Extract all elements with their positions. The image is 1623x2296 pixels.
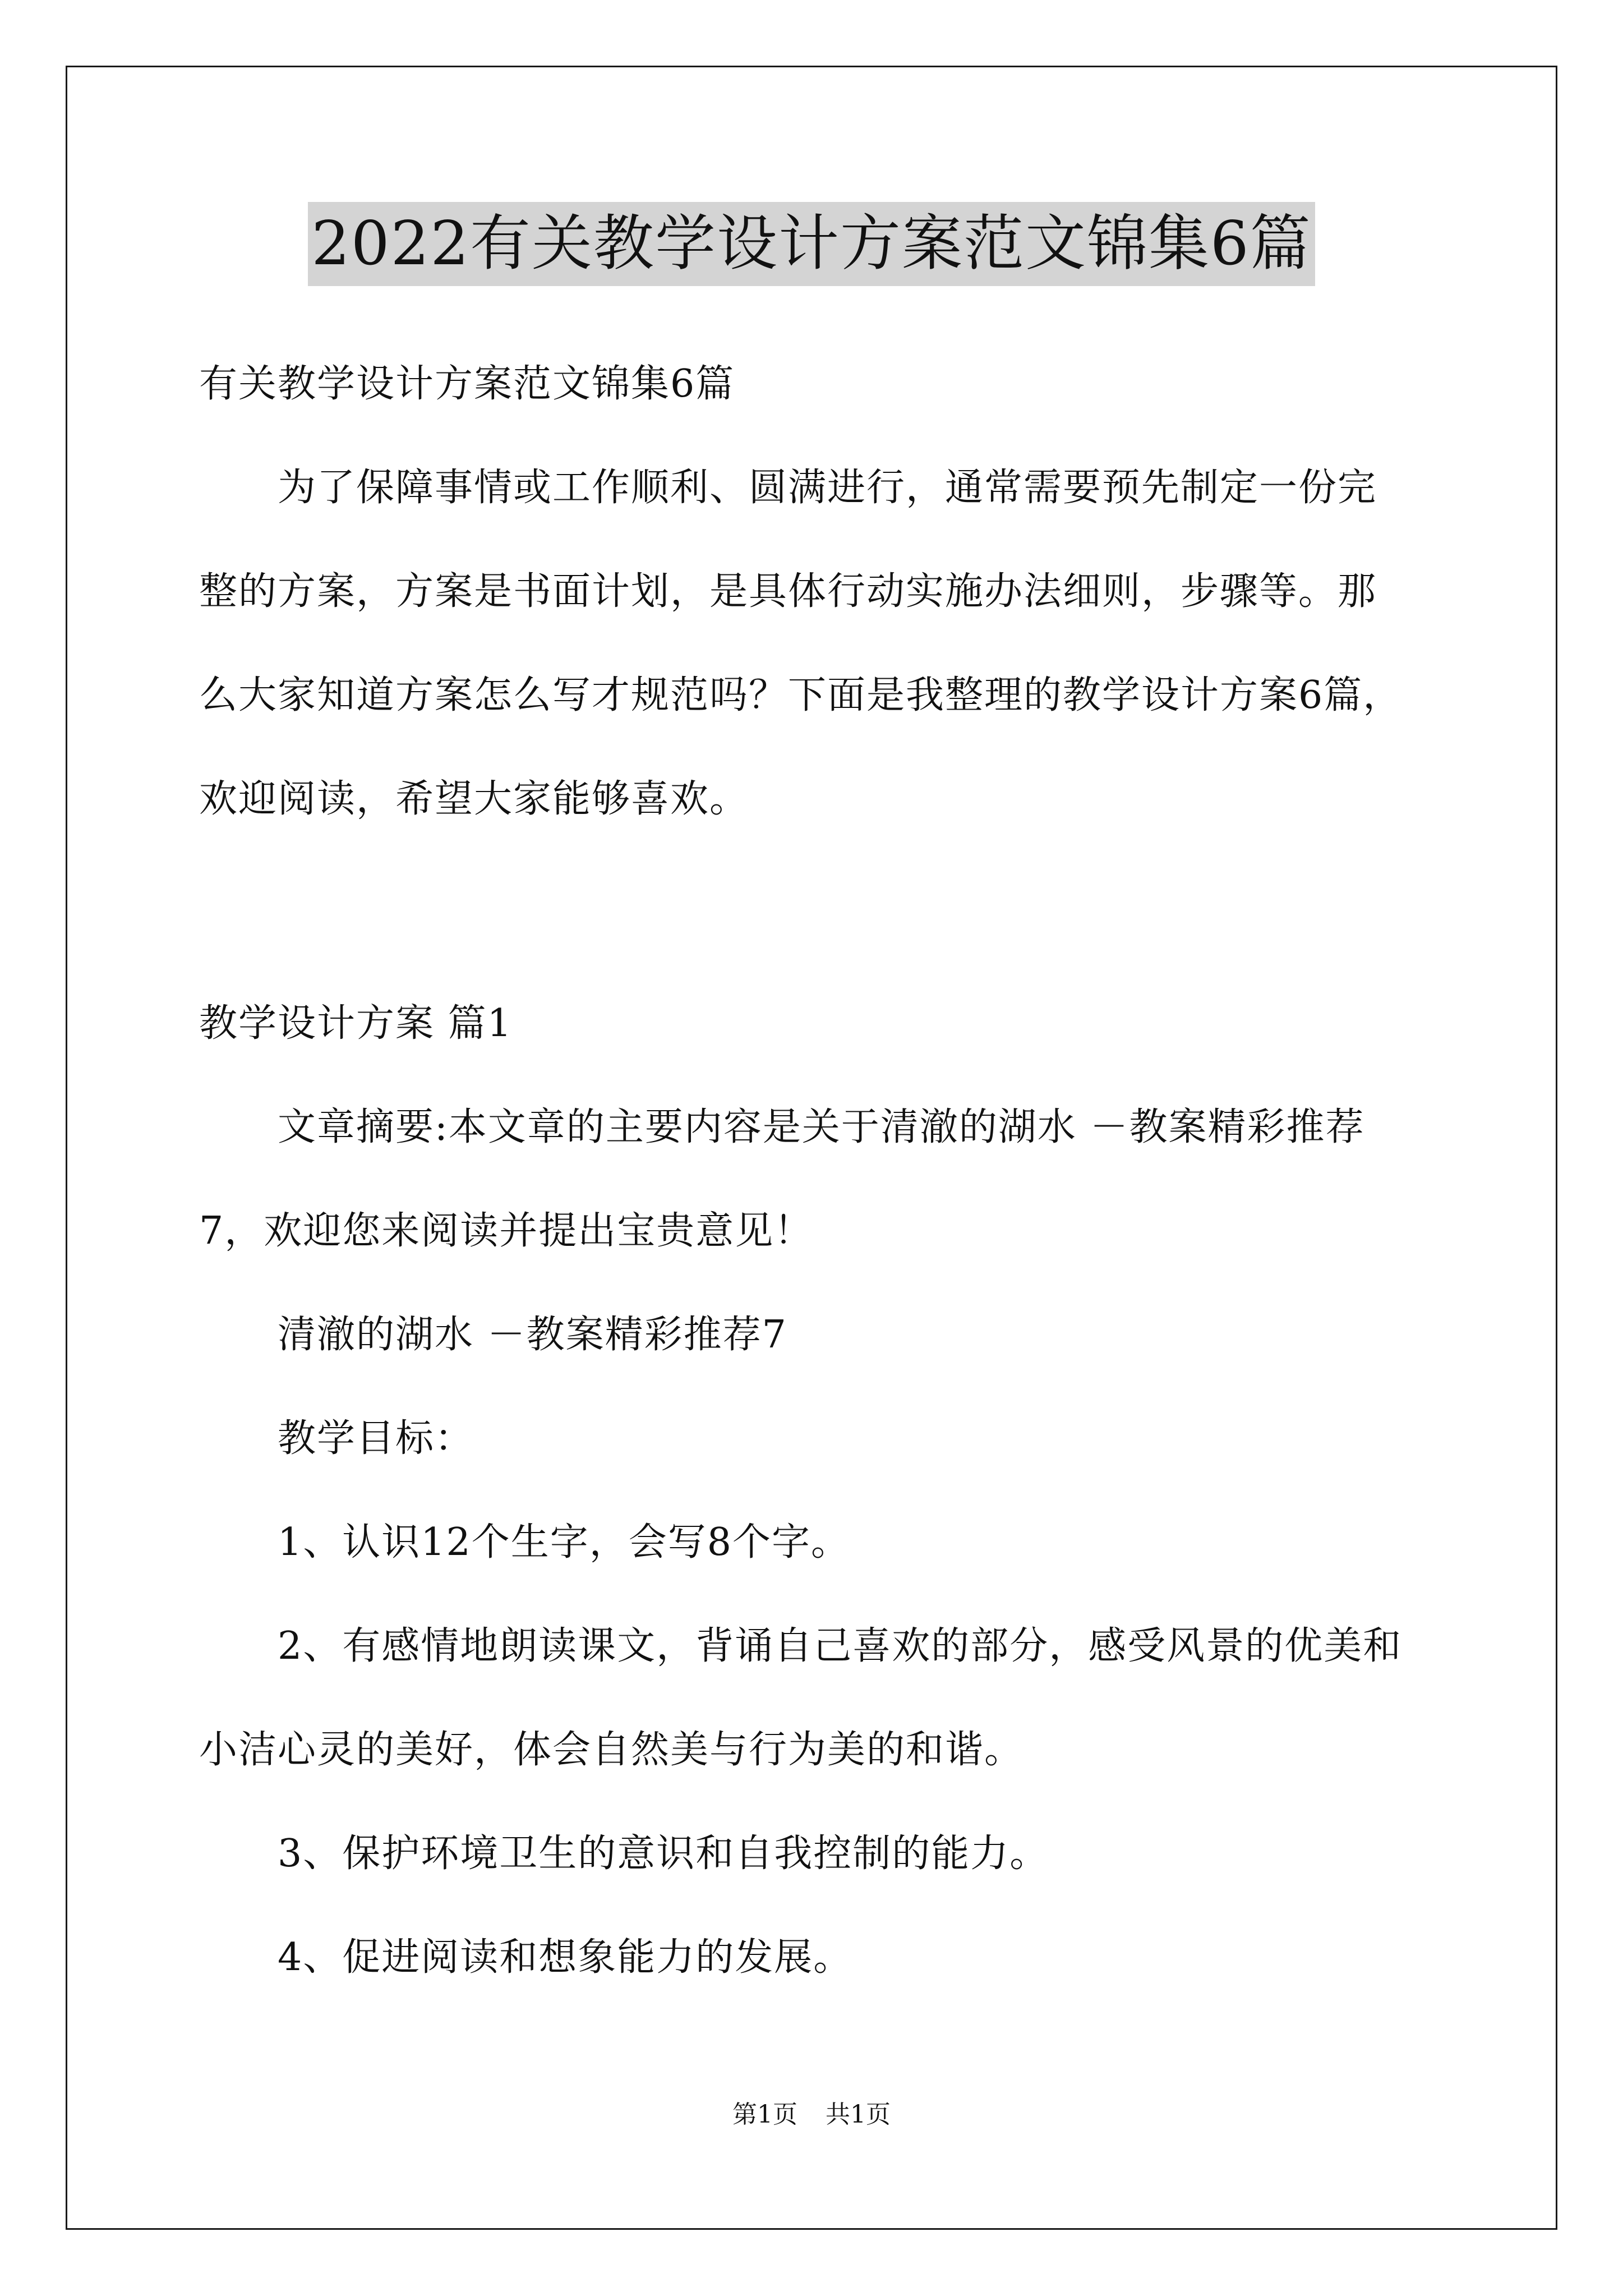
objective-3: 3、保护环境卫生的意识和自我控制的能力。 [278,1832,1049,1876]
intro-paragraph-line-3: 么大家知道方案怎么写才规范吗？下面是我整理的教学设计方案6篇， [199,673,1403,717]
section-heading: 教学设计方案 篇1 [199,1001,513,1046]
document-title [0,202,1623,286]
objective-2-line-2: 小洁心灵的美好，体会自然美与行为美的和谐。 [199,1728,1024,1772]
abstract-line-1: 文章摘要:本文章的主要内容是关于清澈的湖水 －教案精彩推荐 [278,1105,1365,1149]
document-title-text: 2022有关教学设计方案范文锦集6篇 [308,202,1315,286]
intro-paragraph-line-2: 整的方案，方案是书面计划，是具体行动实施办法细则，步骤等。那 [199,569,1377,614]
objective-4: 4、促进阅读和想象能力的发展。 [278,1935,853,1980]
intro-paragraph-line-4: 欢迎阅读，希望大家能够喜欢。 [199,777,749,821]
intro-paragraph-line-1: 为了保障事情或工作顺利、圆满进行，通常需要预先制定一份完 [278,466,1377,510]
page-footer [0,2098,1623,2132]
subtitle-line: 有关教学设计方案范文锦集6篇 [199,362,735,406]
abstract-line-2: 7，欢迎您来阅读并提出宝贵意见！ [199,1209,814,1253]
lesson-title: 清澈的湖水 －教案精彩推荐7 [278,1313,787,1357]
page-number: 第1页 [732,2100,797,2129]
page-total: 共1页 [826,2100,891,2129]
objective-1: 1、认识12个生字，会写8个字。 [278,1520,851,1565]
objectives-heading: 教学目标： [278,1416,474,1461]
objective-2-line-1: 2、有感情地朗读课文，背诵自己喜欢的部分，感受风景的优美和 [278,1624,1403,1668]
